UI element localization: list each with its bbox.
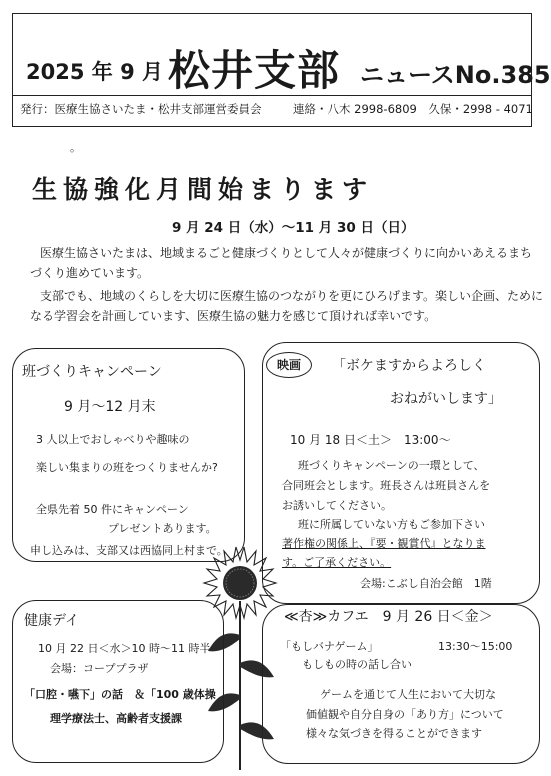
- cafe-body-line: 様々な気づきを得ることができます: [306, 727, 482, 740]
- health-day-datetime: 10 月 22 日＜水＞10 時～11 時半: [38, 642, 211, 655]
- stray-dot: 。: [70, 141, 81, 154]
- movie-body-line: 班づくりキャンペーンの一環として、: [298, 459, 485, 472]
- cafe-subtitle: もしもの時の話し合い: [302, 658, 412, 671]
- han-campaign-period: 9 月～12 月末: [64, 399, 156, 415]
- intro-paragraph-line: 医療生協さいたまは、地域まるごと健康づくりとして人々が健康づくりに向かいあえるまち: [40, 246, 533, 260]
- publisher-line: 発行：医療生協さいたま・松井支部運営委員会: [20, 102, 262, 116]
- headline-title: 生協強化月間始まります: [32, 175, 374, 204]
- movie-datetime: 10 月 18 日＜土＞ 13:00～: [290, 433, 451, 447]
- cafe-body-line: 価値観や自分自身の「あり方」について: [306, 708, 504, 721]
- movie-copyright-line: す。ご了承ください。: [282, 556, 392, 569]
- movie-title-line2: おねがいします」: [390, 391, 502, 407]
- health-day-venue: 会場：コーププラザ: [50, 662, 149, 675]
- han-campaign-line: 楽しい集まりの班をつくりませんか?: [36, 461, 218, 474]
- issue-year-month: 2025 年 9 月: [26, 60, 163, 84]
- intro-paragraph-line: づくり進めています。: [30, 266, 150, 280]
- health-day-lecturer: 理学療法士、高齢者支援課: [50, 712, 182, 725]
- newsletter-title: 松井支部: [168, 46, 341, 95]
- movie-copyright-line: 著作権の関係上、『要・観賞代』となりま: [282, 537, 486, 550]
- movie-badge: 映画: [266, 352, 312, 378]
- intro-paragraph-line: なる学習会を計画しています、医療生協の魅力を感じて頂ければ幸いです。: [30, 309, 437, 323]
- movie-venue: 会場:こぶし自治会館 1階: [360, 577, 492, 590]
- movie-body-line: お誘いしてください。: [282, 499, 392, 512]
- headline-period: 9 月 24 日（水）～11 月 30 日（日）: [172, 220, 415, 236]
- cafe-title: ≪杏≫カフエ 9 月 26 日＜金＞: [284, 609, 493, 625]
- movie-body-line: 合同班会とします。班長さんは班員さんを: [282, 479, 491, 492]
- cafe-game: 「もしバナゲーム」: [280, 640, 379, 653]
- contact-line: 連絡・八木 2998-6809 久保・2998 - 4071: [293, 102, 533, 116]
- han-campaign-line: プレゼントあります。: [108, 522, 217, 535]
- health-day-title: 健康デイ: [24, 613, 80, 629]
- movie-body-line: 班に所属していない方もご参加下さい: [298, 518, 485, 531]
- intro-paragraph-line: 支部でも、地域のくらしを大切に医療生協のつながりを更にひろげます。楽しい企画、ために: [40, 289, 544, 303]
- cafe-time: 13:30～15:00: [438, 640, 513, 653]
- han-campaign-title: 班づくりキャンペーン: [22, 364, 162, 380]
- cafe-body-line: ゲームを通じて人生において大切な: [320, 688, 496, 701]
- health-day-topic: 「口腔・嚥下」の話 ＆「100 歳体操: [24, 688, 216, 701]
- han-campaign-line: 申し込みは、支部又は西協同上村まで。: [30, 544, 228, 557]
- han-campaign-line: 全県先着 50 件にキャンペーン: [36, 503, 189, 516]
- issue-number: ニュースNo.385: [360, 61, 551, 89]
- movie-title-line1: 「ボケますからよろしく: [332, 358, 486, 374]
- han-campaign-line: 3 人以上でおしゃべりや趣味の: [36, 433, 190, 446]
